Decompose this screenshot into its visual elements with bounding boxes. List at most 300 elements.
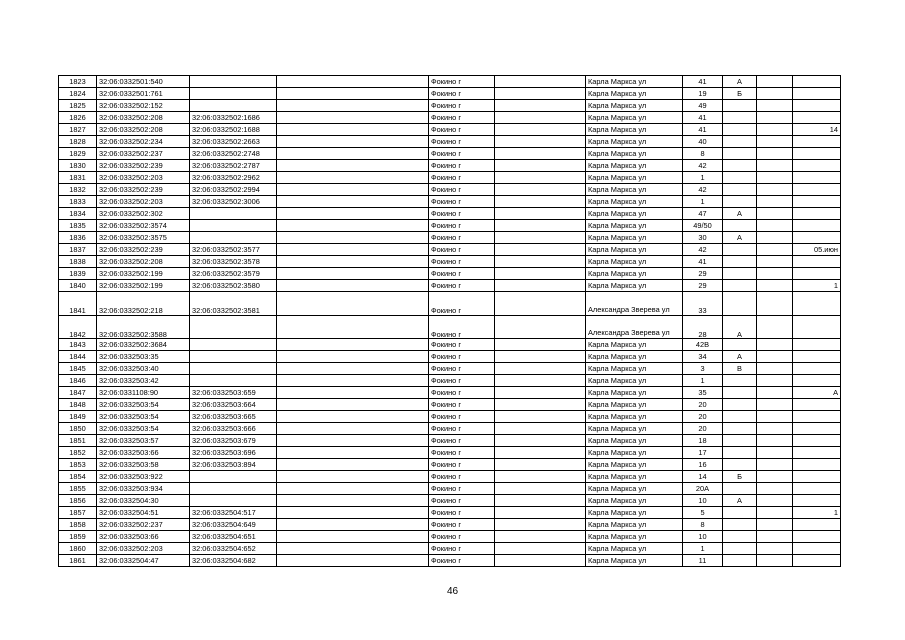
building-cell: [757, 88, 793, 100]
apartment-cell: [793, 268, 841, 280]
cadastral-number-cell: 32:06:0332503:922: [97, 471, 190, 483]
premise-cadastral-number-cell: 32:06:0332502:3578: [190, 256, 277, 268]
house-number-cell: 42: [683, 184, 723, 196]
row-number-cell: 1856: [59, 495, 97, 507]
row-number-cell: 1846: [59, 375, 97, 387]
apartment-cell: [793, 555, 841, 567]
street-cell: Карла Маркса ул: [586, 88, 683, 100]
apartment-cell: [793, 483, 841, 495]
city-cell: Фокино г: [429, 184, 495, 196]
house-number-cell: 5: [683, 507, 723, 519]
table-row: [59, 375, 841, 387]
cadastral-number-cell: 32:06:0332502:239: [97, 184, 190, 196]
premise-cadastral-number-cell: 32:06:0332504:649: [190, 519, 277, 531]
blank-cell: [277, 363, 429, 375]
apartment-cell: [793, 399, 841, 411]
blank-cell: [495, 315, 586, 339]
row-number-cell: 1850: [59, 423, 97, 435]
premise-cadastral-number-cell: [190, 471, 277, 483]
table-row: [59, 447, 841, 459]
blank-cell: [495, 160, 586, 172]
house-number-cell: 49/50: [683, 220, 723, 232]
blank-cell: [277, 172, 429, 184]
premise-cadastral-number-cell: 32:06:0332502:2962: [190, 172, 277, 184]
blank-cell: [277, 411, 429, 423]
house-number-cell: 47: [683, 208, 723, 220]
apartment-cell: [793, 495, 841, 507]
blank-cell: [277, 184, 429, 196]
cadastral-number-cell: 32:06:0332502:203: [97, 196, 190, 208]
apartment-cell: [793, 351, 841, 363]
blank-cell: [277, 148, 429, 160]
table-row: [59, 423, 841, 435]
building-cell: [757, 184, 793, 196]
house-number-cell: 42: [683, 244, 723, 256]
house-letter-cell: [723, 519, 757, 531]
house-number-cell: 41: [683, 124, 723, 136]
city-cell: Фокино г: [429, 268, 495, 280]
table-row: [59, 76, 841, 88]
apartment-cell: [793, 208, 841, 220]
address-register-table: [58, 75, 841, 567]
house-number-cell: 10: [683, 531, 723, 543]
apartment-cell: [793, 160, 841, 172]
house-number-cell: 1: [683, 543, 723, 555]
street-cell: Александра Зверева ул: [586, 292, 683, 316]
apartment-cell: [793, 411, 841, 423]
house-number-cell: 28: [683, 315, 723, 339]
blank-cell: [495, 423, 586, 435]
table-row: [59, 351, 841, 363]
blank-cell: [495, 543, 586, 555]
blank-cell: [495, 220, 586, 232]
cadastral-number-cell: 32:06:0332502:203: [97, 172, 190, 184]
apartment-cell: [793, 339, 841, 351]
house-letter-cell: [723, 268, 757, 280]
blank-cell: [277, 256, 429, 268]
premise-cadastral-number-cell: [190, 495, 277, 507]
apartment-cell: 1: [793, 507, 841, 519]
building-cell: [757, 136, 793, 148]
row-number-cell: 1841: [59, 292, 97, 316]
table-row: [59, 519, 841, 531]
table-row: [59, 268, 841, 280]
blank-cell: [277, 196, 429, 208]
house-letter-cell: [723, 184, 757, 196]
blank-cell: [277, 435, 429, 447]
apartment-cell: [793, 375, 841, 387]
apartment-cell: 1: [793, 280, 841, 292]
house-number-cell: 14: [683, 471, 723, 483]
blank-cell: [495, 172, 586, 184]
blank-cell: [277, 292, 429, 316]
table-row: [59, 124, 841, 136]
city-cell: Фокино г: [429, 256, 495, 268]
blank-cell: [277, 208, 429, 220]
blank-cell: [495, 256, 586, 268]
blank-cell: [277, 268, 429, 280]
house-letter-cell: [723, 531, 757, 543]
house-letter-cell: [723, 136, 757, 148]
city-cell: Фокино г: [429, 232, 495, 244]
city-cell: Фокино г: [429, 244, 495, 256]
cadastral-number-cell: 32:06:0332502:3575: [97, 232, 190, 244]
building-cell: [757, 76, 793, 88]
house-letter-cell: [723, 435, 757, 447]
blank-cell: [495, 268, 586, 280]
row-number-cell: 1861: [59, 555, 97, 567]
house-number-cell: 18: [683, 435, 723, 447]
blank-cell: [277, 555, 429, 567]
house-letter-cell: [723, 399, 757, 411]
row-number-cell: 1842: [59, 315, 97, 339]
row-number-cell: 1838: [59, 256, 97, 268]
cadastral-number-cell: 32:06:0332503:57: [97, 435, 190, 447]
house-letter-cell: Б: [723, 471, 757, 483]
house-letter-cell: [723, 411, 757, 423]
cadastral-number-cell: 32:06:0332502:239: [97, 160, 190, 172]
street-cell: Карла Маркса ул: [586, 76, 683, 88]
apartment-cell: [793, 519, 841, 531]
blank-cell: [495, 495, 586, 507]
building-cell: [757, 339, 793, 351]
city-cell: Фокино г: [429, 507, 495, 519]
building-cell: [757, 447, 793, 459]
street-cell: Карла Маркса ул: [586, 387, 683, 399]
building-cell: [757, 531, 793, 543]
house-letter-cell: [723, 280, 757, 292]
blank-cell: [495, 148, 586, 160]
cadastral-number-cell: 32:06:0332503:40: [97, 363, 190, 375]
blank-cell: [277, 423, 429, 435]
table-row: [59, 280, 841, 292]
blank-cell: [495, 447, 586, 459]
building-cell: [757, 423, 793, 435]
row-number-cell: 1844: [59, 351, 97, 363]
building-cell: [757, 100, 793, 112]
street-cell: Карла Маркса ул: [586, 148, 683, 160]
street-cell: Карла Маркса ул: [586, 471, 683, 483]
street-cell: Карла Маркса ул: [586, 196, 683, 208]
apartment-cell: [793, 256, 841, 268]
row-number-cell: 1859: [59, 531, 97, 543]
house-number-cell: 20: [683, 399, 723, 411]
house-number-cell: 1: [683, 196, 723, 208]
apartment-cell: [793, 435, 841, 447]
table-row: [59, 196, 841, 208]
street-cell: Карла Маркса ул: [586, 160, 683, 172]
city-cell: Фокино г: [429, 76, 495, 88]
premise-cadastral-number-cell: 32:06:0332503:665: [190, 411, 277, 423]
street-cell: Карла Маркса ул: [586, 459, 683, 471]
city-cell: Фокино г: [429, 495, 495, 507]
house-number-cell: 10: [683, 495, 723, 507]
table-row: [59, 507, 841, 519]
street-cell: Карла Маркса ул: [586, 100, 683, 112]
blank-cell: [277, 519, 429, 531]
row-number-cell: 1845: [59, 363, 97, 375]
cadastral-number-cell: 32:06:0332503:934: [97, 483, 190, 495]
street-cell: Карла Маркса ул: [586, 483, 683, 495]
house-number-cell: 11: [683, 555, 723, 567]
city-cell: Фокино г: [429, 208, 495, 220]
building-cell: [757, 280, 793, 292]
table-row: [59, 411, 841, 423]
cadastral-number-cell: 32:06:0332503:66: [97, 531, 190, 543]
building-cell: [757, 375, 793, 387]
building-cell: [757, 244, 793, 256]
blank-cell: [277, 447, 429, 459]
city-cell: Фокино г: [429, 351, 495, 363]
city-cell: Фокино г: [429, 196, 495, 208]
blank-cell: [277, 375, 429, 387]
street-cell: Карла Маркса ул: [586, 399, 683, 411]
city-cell: Фокино г: [429, 112, 495, 124]
house-letter-cell: А: [723, 76, 757, 88]
blank-cell: [277, 160, 429, 172]
blank-cell: [495, 483, 586, 495]
row-number-cell: 1847: [59, 387, 97, 399]
apartment-cell: [793, 220, 841, 232]
cadastral-number-cell: 32:06:0332503:42: [97, 375, 190, 387]
premise-cadastral-number-cell: 32:06:0332502:3577: [190, 244, 277, 256]
street-cell: Карла Маркса ул: [586, 435, 683, 447]
blank-cell: [277, 543, 429, 555]
house-letter-cell: [723, 244, 757, 256]
cadastral-number-cell: 32:06:0332502:203: [97, 543, 190, 555]
house-letter-cell: [723, 124, 757, 136]
building-cell: [757, 112, 793, 124]
blank-cell: [495, 124, 586, 136]
street-cell: Карла Маркса ул: [586, 208, 683, 220]
row-number-cell: 1860: [59, 543, 97, 555]
city-cell: Фокино г: [429, 555, 495, 567]
blank-cell: [495, 471, 586, 483]
building-cell: [757, 483, 793, 495]
blank-cell: [277, 124, 429, 136]
apartment-cell: [793, 88, 841, 100]
premise-cadastral-number-cell: 32:06:0332502:2748: [190, 148, 277, 160]
table-row: [59, 136, 841, 148]
blank-cell: [277, 76, 429, 88]
blank-cell: [495, 196, 586, 208]
premise-cadastral-number-cell: [190, 232, 277, 244]
house-letter-cell: [723, 387, 757, 399]
street-cell: Карла Маркса ул: [586, 423, 683, 435]
building-cell: [757, 351, 793, 363]
premise-cadastral-number-cell: 32:06:0332502:2787: [190, 160, 277, 172]
blank-cell: [277, 351, 429, 363]
building-cell: [757, 315, 793, 339]
blank-cell: [495, 244, 586, 256]
cadastral-number-cell: 32:06:0332502:152: [97, 100, 190, 112]
row-number-cell: 1848: [59, 399, 97, 411]
street-cell: Карла Маркса ул: [586, 268, 683, 280]
table-body: [59, 76, 841, 567]
street-cell: Карла Маркса ул: [586, 136, 683, 148]
premise-cadastral-number-cell: 32:06:0332502:2663: [190, 136, 277, 148]
blank-cell: [277, 399, 429, 411]
cadastral-number-cell: 32:06:0332502:3574: [97, 220, 190, 232]
blank-cell: [495, 292, 586, 316]
cadastral-number-cell: 32:06:0332502:3684: [97, 339, 190, 351]
building-cell: [757, 459, 793, 471]
house-number-cell: 3: [683, 363, 723, 375]
street-cell: Карла Маркса ул: [586, 244, 683, 256]
blank-cell: [277, 88, 429, 100]
blank-cell: [495, 351, 586, 363]
building-cell: [757, 196, 793, 208]
premise-cadastral-number-cell: 32:06:0332503:659: [190, 387, 277, 399]
apartment-cell: [793, 459, 841, 471]
blank-cell: [495, 507, 586, 519]
house-letter-cell: [723, 483, 757, 495]
city-cell: Фокино г: [429, 375, 495, 387]
table-row: [59, 232, 841, 244]
blank-cell: [277, 100, 429, 112]
city-cell: Фокино г: [429, 531, 495, 543]
house-letter-cell: [723, 555, 757, 567]
house-letter-cell: [723, 160, 757, 172]
building-cell: [757, 256, 793, 268]
street-cell: Карла Маркса ул: [586, 519, 683, 531]
table-row: [59, 387, 841, 399]
house-letter-cell: [723, 459, 757, 471]
building-cell: [757, 543, 793, 555]
blank-cell: [277, 232, 429, 244]
cadastral-number-cell: 32:06:0332503:35: [97, 351, 190, 363]
house-letter-cell: В: [723, 363, 757, 375]
table-row: [59, 256, 841, 268]
row-number-cell: 1843: [59, 339, 97, 351]
city-cell: Фокино г: [429, 387, 495, 399]
cadastral-number-cell: 32:06:0332504:51: [97, 507, 190, 519]
blank-cell: [277, 244, 429, 256]
premise-cadastral-number-cell: 32:06:0332504:652: [190, 543, 277, 555]
street-cell: Карла Маркса ул: [586, 184, 683, 196]
premise-cadastral-number-cell: [190, 220, 277, 232]
building-cell: [757, 507, 793, 519]
blank-cell: [495, 100, 586, 112]
premise-cadastral-number-cell: [190, 315, 277, 339]
city-cell: Фокино г: [429, 280, 495, 292]
street-cell: Карла Маркса ул: [586, 256, 683, 268]
house-letter-cell: [723, 507, 757, 519]
apartment-cell: [793, 136, 841, 148]
blank-cell: [277, 495, 429, 507]
house-letter-cell: [723, 220, 757, 232]
premise-cadastral-number-cell: [190, 88, 277, 100]
house-number-cell: 20: [683, 423, 723, 435]
house-number-cell: 8: [683, 519, 723, 531]
apartment-cell: [793, 76, 841, 88]
building-cell: [757, 387, 793, 399]
table-row: [59, 88, 841, 100]
building-cell: [757, 292, 793, 316]
city-cell: Фокино г: [429, 483, 495, 495]
city-cell: Фокино г: [429, 447, 495, 459]
city-cell: Фокино г: [429, 435, 495, 447]
house-number-cell: 1: [683, 375, 723, 387]
table-row: [59, 459, 841, 471]
apartment-cell: [793, 100, 841, 112]
blank-cell: [277, 280, 429, 292]
city-cell: Фокино г: [429, 459, 495, 471]
row-number-cell: 1840: [59, 280, 97, 292]
building-cell: [757, 363, 793, 375]
premise-cadastral-number-cell: [190, 208, 277, 220]
cadastral-number-cell: 32:06:0332502:199: [97, 280, 190, 292]
premise-cadastral-number-cell: 32:06:0332504:517: [190, 507, 277, 519]
row-number-cell: 1826: [59, 112, 97, 124]
blank-cell: [495, 184, 586, 196]
apartment-cell: [793, 196, 841, 208]
city-cell: Фокино г: [429, 172, 495, 184]
blank-cell: [277, 483, 429, 495]
blank-cell: [495, 88, 586, 100]
building-cell: [757, 220, 793, 232]
row-number-cell: 1835: [59, 220, 97, 232]
row-number-cell: 1832: [59, 184, 97, 196]
house-letter-cell: [723, 172, 757, 184]
apartment-cell: [793, 292, 841, 316]
cadastral-number-cell: 32:06:0332503:66: [97, 447, 190, 459]
apartment-cell: [793, 423, 841, 435]
house-number-cell: 29: [683, 268, 723, 280]
premise-cadastral-number-cell: 32:06:0332502:1688: [190, 124, 277, 136]
apartment-cell: [793, 184, 841, 196]
blank-cell: [277, 471, 429, 483]
apartment-cell: [793, 471, 841, 483]
row-number-cell: 1853: [59, 459, 97, 471]
house-letter-cell: [723, 256, 757, 268]
city-cell: Фокино г: [429, 100, 495, 112]
blank-cell: [277, 136, 429, 148]
row-number-cell: 1858: [59, 519, 97, 531]
cadastral-number-cell: 32:06:0331108:90: [97, 387, 190, 399]
blank-cell: [277, 315, 429, 339]
apartment-cell: [793, 232, 841, 244]
house-number-cell: 40: [683, 136, 723, 148]
building-cell: [757, 519, 793, 531]
building-cell: [757, 124, 793, 136]
blank-cell: [277, 387, 429, 399]
table-row: [59, 244, 841, 256]
row-number-cell: 1824: [59, 88, 97, 100]
house-number-cell: 41: [683, 112, 723, 124]
cadastral-number-cell: 32:06:0332502:208: [97, 112, 190, 124]
blank-cell: [495, 76, 586, 88]
street-cell: Карла Маркса ул: [586, 375, 683, 387]
city-cell: Фокино г: [429, 136, 495, 148]
premise-cadastral-number-cell: [190, 483, 277, 495]
premise-cadastral-number-cell: 32:06:0332502:2994: [190, 184, 277, 196]
street-cell: Карла Маркса ул: [586, 220, 683, 232]
house-letter-cell: [723, 423, 757, 435]
city-cell: Фокино г: [429, 88, 495, 100]
house-number-cell: 49: [683, 100, 723, 112]
blank-cell: [277, 507, 429, 519]
building-cell: [757, 555, 793, 567]
city-cell: Фокино г: [429, 124, 495, 136]
house-number-cell: 42В: [683, 339, 723, 351]
house-letter-cell: [723, 148, 757, 160]
table-row: [59, 100, 841, 112]
table-row: [59, 399, 841, 411]
cadastral-number-cell: 32:06:0332502:239: [97, 244, 190, 256]
table-row: [59, 339, 841, 351]
cadastral-number-cell: 32:06:0332502:234: [97, 136, 190, 148]
